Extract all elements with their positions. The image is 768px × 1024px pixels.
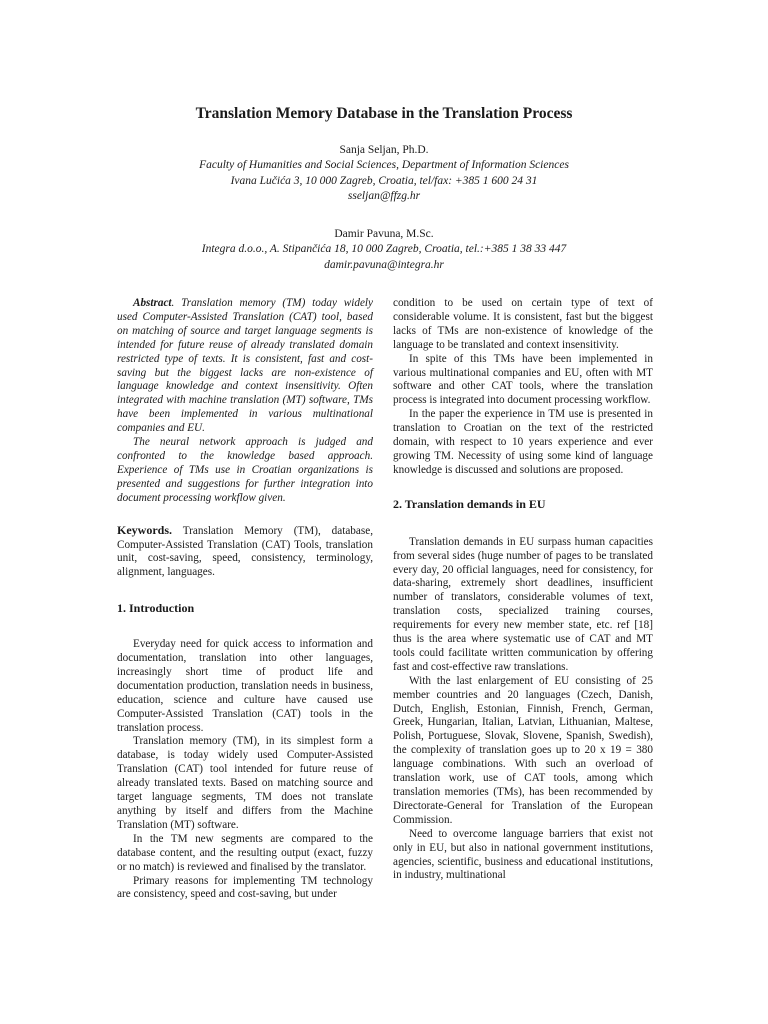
abstract-text-1: . Translation memory (TM) today widely used Computer-Assisted Translation (CAT) tool, based on matching of source and target language segments is intended for future reuse of already translated domain restricted type of texts. It is consistent, fast and cost-saving but the biggest lacks are non-existence of language knowledge and context insensitivity. Often integrated with machine translation (MT) software, TMs have been implemented in various multinational companies and EU. (117, 297, 373, 435)
paper-title: Translation Memory Database in the Translation Process (195, 105, 573, 122)
author1-name: Sanja Seljan, Ph.D. (339, 144, 429, 156)
intro-continuation-paragraph: condition to be used on certain type of text of considerable volume. It is consistent, fast but the biggest lacks of TMs are non-existence of knowledge of the language to be translated and context insensitivity. (393, 297, 653, 351)
section-2-paragraph-1: Translation demands in EU surpass human capacities from several sides (huge number of pages to be translated every day, 20 official languages, need for consistency, for data-sharing, extremely short deadlines, insufficient number of translators, considerable volumes of text, translation costs, specialized training courses, requirements for every new member state, etc. ref [18] thus is the area where systematic use of CAT and MT tools could facilitate written communication by offering fast and cost-effective raw translations. (393, 535, 653, 673)
left-column (117, 297, 373, 902)
abstract-paragraph-1 (117, 297, 373, 436)
abstract-label: Abstract (133, 297, 172, 309)
section-1-paragraph-2: Translation memory (TM), in its simplest form a database, is today widely used Computer-Assisted Translation (CAT) tool intended for future reuse of already translated texts. Based on matching source and target language segments, TM does not translate anything by itself and differs from the Machine Translation (MT) software. (117, 735, 373, 831)
section-2-heading: 2. Translation demands in EU (393, 496, 546, 511)
section-2-paragraph-2: With the last enlargement of EU consisting of 25 member countries and 20 languages (Czech, Danish, Dutch, English, Estonian, Finnish, French, German, Greek, Hungarian, Italian, Latvian, Lithuanian, Maltese, Polish, Portuguese, Slovak, Slovene, Spanish, Swedish), the complexity of translation goes up to 20 x 19 = 380 language combinations. With such an overload of translation work, use of CAT tools, among which translation memories (TMs), has been recommended by Directorate-General for Translation of the European Commission. (393, 674, 653, 826)
section-1-heading: 1. Introduction (117, 601, 195, 616)
author2-name: Damir Pavuna, M.Sc. (334, 228, 434, 241)
keywords-text: Translation Memory (TM), database, Computer-Assisted Translation (CAT) Tools, translation unit, cost-saving, speed, consistency, terminology, alignment, languages. (117, 524, 373, 579)
section-1-paragraph-4: Primary reasons for implementing TM technology are consistency, speed and cost-saving, but under (117, 874, 373, 901)
keywords-paragraph (117, 524, 373, 581)
intro-paragraph-3: In the paper the experience in TM use is presented in translation to Croatian on the text of the restricted domain, with respect to 10 years experience and ever growing TM. Necessity of using some kind of language knowledge is discussed and solutions are proposed. (393, 408, 653, 476)
section-2-paragraph-3: Need to overcome language barriers that exist not only in EU, but also in national government institutions, agencies, scientific, business and educational institutions, in industry, multinational (393, 827, 653, 882)
section-1-paragraph-3: In the TM new segments are compared to the database content, and the resulting output (exact, fuzzy or no match) is reviewed and finalised by the translator. (117, 832, 373, 873)
author1-email: sseljan@ffzg.hr (347, 189, 421, 202)
author-block (0, 143, 768, 273)
author1-address: Ivana Lučića 3, 10 000 Zagreb, Croatia, tel/fax: +385 1 600 24 31 (230, 174, 538, 187)
author2-email: damir.pavuna@integra.hr (324, 258, 444, 271)
author2-affiliation: Integra d.o.o., A. Stipančića 18, 10 000 Zagreb, Croatia, tel.:+385 1 38 33 447 (201, 243, 567, 256)
abstract-paragraph-2: The neural network approach is judged and confronted to the knowledge based approach. Experience of TMs use in Croatian organizations is presented and suggestions for further integration into document processing workflow given. (117, 436, 373, 504)
intro-paragraph-2: In spite of this TMs have been implemented in various multinational companies and EU, often with MT software and other CAT tools, where the translation process is integrated into document processing workflow. (393, 352, 653, 407)
section-1-paragraph-1: Everyday need for quick access to information and documentation, translation into other languages, increasingly short time of product life and documentation production, translation needs in business, education, science and culture have caused use Computer-Assisted Translation (CAT) tools in the translation process. (117, 638, 373, 734)
right-column (393, 297, 653, 883)
keywords-label: Keywords. (117, 522, 172, 537)
author1-affiliation: Faculty of Humanities and Social Sciences, Department of Information Sciences (199, 159, 569, 172)
